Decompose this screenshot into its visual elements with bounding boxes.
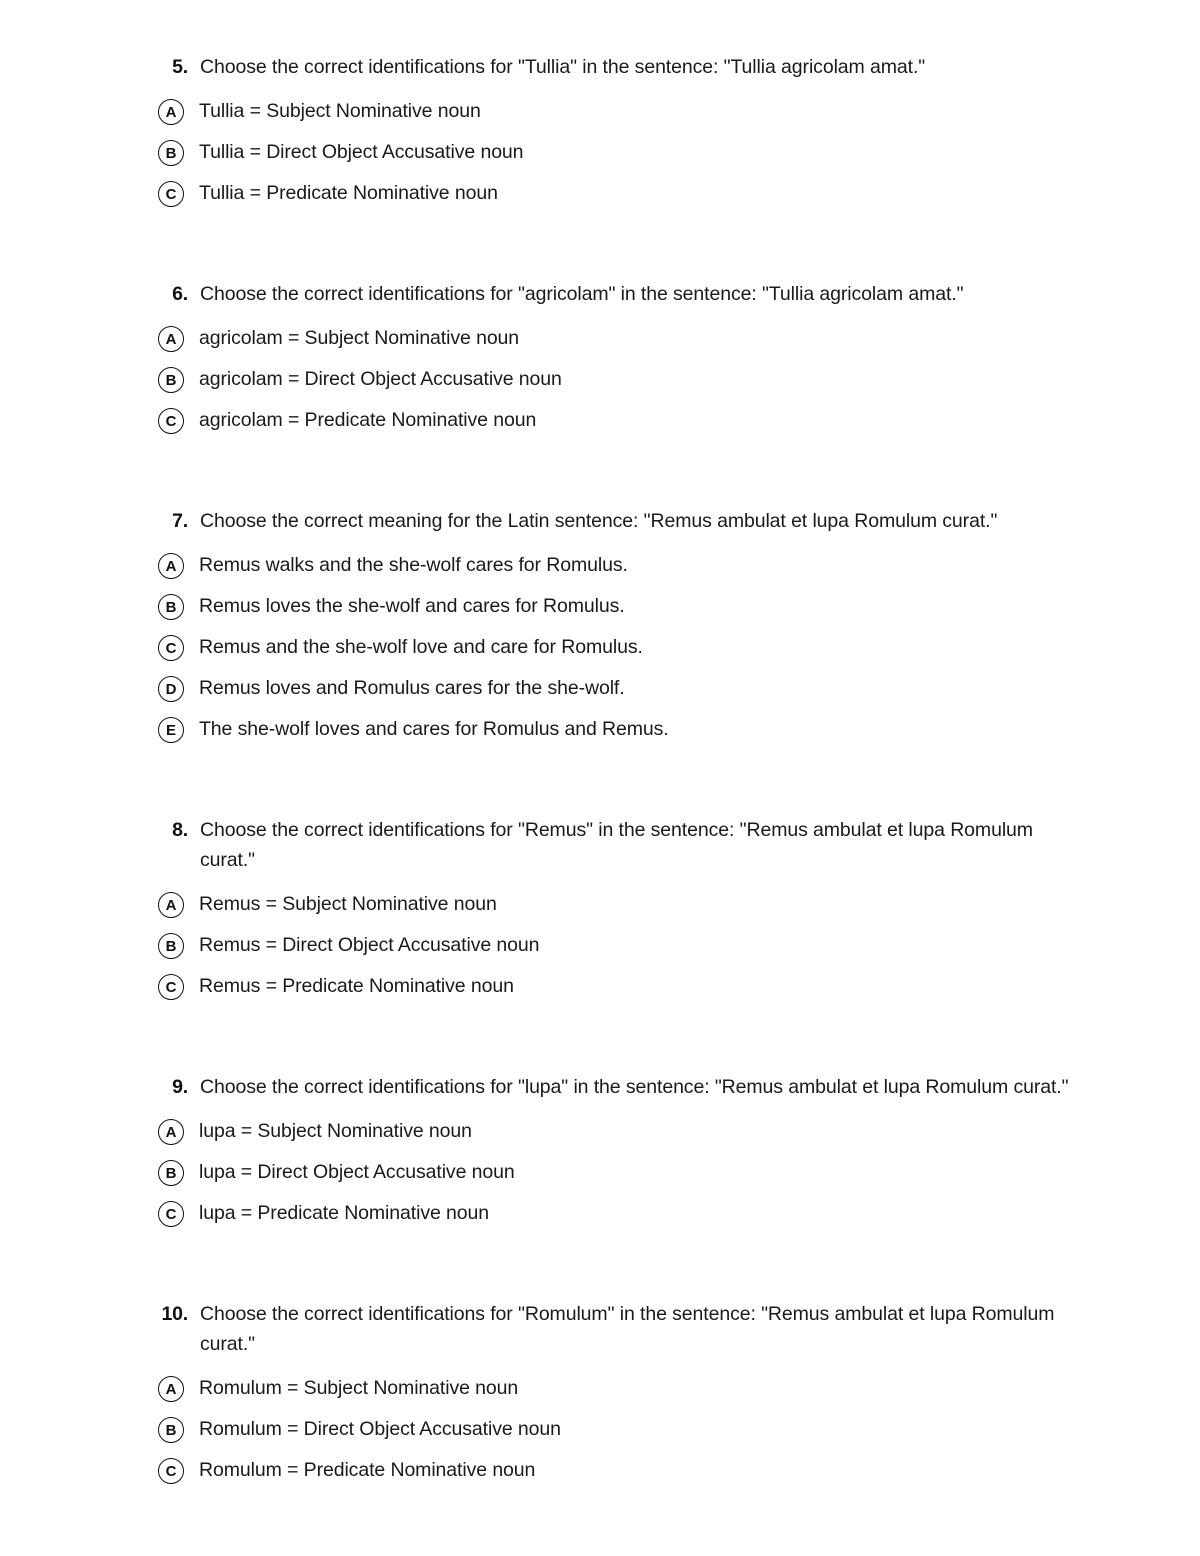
option-text: Tullia = Predicate Nominative noun: [199, 182, 498, 204]
option-text: Remus loves the she-wolf and cares for Romulus.: [199, 595, 625, 617]
option-bubble-a[interactable]: A: [158, 99, 184, 125]
option-text: Tullia = Subject Nominative noun: [199, 100, 481, 122]
option-bubble-b[interactable]: B: [158, 933, 184, 959]
question-number: 9.: [172, 1076, 188, 1098]
question-text: Choose the correct meaning for the Latin sentence: "Remus ambulat et lupa Romulum curat.": [200, 510, 998, 532]
option-bubble-a[interactable]: A: [158, 1119, 184, 1145]
option-bubble-a[interactable]: A: [158, 553, 184, 579]
option-text: Remus loves and Romulus cares for the she-wolf.: [199, 677, 625, 699]
option-text: lupa = Direct Object Accusative noun: [199, 1161, 515, 1183]
question-block: [158, 1299, 1075, 1496]
question-stem: [158, 279, 1075, 309]
option-bubble-e[interactable]: E: [158, 717, 184, 743]
option-row[interactable]: [158, 1157, 1075, 1198]
question-block: [158, 52, 1075, 219]
option-bubble-a[interactable]: A: [158, 326, 184, 352]
option-row[interactable]: [158, 364, 1075, 405]
option-row[interactable]: [158, 323, 1075, 364]
option-bubble-c[interactable]: C: [158, 974, 184, 1000]
option-row[interactable]: [158, 673, 1075, 714]
option-bubble-c[interactable]: C: [158, 181, 184, 207]
option-bubble-a[interactable]: A: [158, 1376, 184, 1402]
question-block: [158, 506, 1075, 755]
option-bubble-d[interactable]: D: [158, 676, 184, 702]
question-text: Choose the correct identifications for "agricolam" in the sentence: "Tullia agricolam amat.": [200, 283, 964, 305]
question-block: [158, 815, 1075, 1012]
option-row[interactable]: [158, 550, 1075, 591]
option-bubble-b[interactable]: B: [158, 594, 184, 620]
question-number: 7.: [172, 510, 188, 532]
option-text: agricolam = Predicate Nominative noun: [199, 409, 537, 431]
option-text: Remus = Direct Object Accusative noun: [199, 934, 540, 956]
question-stem: [158, 1299, 1075, 1359]
option-row[interactable]: [158, 1373, 1075, 1414]
option-bubble-c[interactable]: C: [158, 408, 184, 434]
option-row[interactable]: [158, 96, 1075, 137]
option-text: Remus walks and the she-wolf cares for Romulus.: [199, 554, 628, 576]
question-block: [158, 279, 1075, 446]
option-text: lupa = Predicate Nominative noun: [199, 1202, 490, 1224]
question-text: Choose the correct identifications for "lupa" in the sentence: "Remus ambulat et lupa Romulum curat.": [200, 1076, 1069, 1098]
question-number: 8.: [172, 819, 188, 841]
option-text: Remus = Predicate Nominative noun: [199, 975, 514, 997]
option-bubble-a[interactable]: A: [158, 892, 184, 918]
question-list: [158, 52, 1075, 1496]
option-bubble-b[interactable]: B: [158, 1417, 184, 1443]
option-row[interactable]: [158, 632, 1075, 673]
option-row[interactable]: [158, 137, 1075, 178]
question-text: Choose the correct identifications for "Romulum" in the sentence: "Remus ambulat et lupa Romulum curat.": [200, 1303, 1055, 1355]
question-text: Choose the correct identifications for "Remus" in the sentence: "Remus ambulat et lupa Romulum curat.": [200, 819, 1033, 871]
option-bubble-b[interactable]: B: [158, 140, 184, 166]
option-row[interactable]: [158, 714, 1075, 755]
option-list: [158, 550, 1075, 755]
question-stem: [158, 815, 1075, 875]
option-row[interactable]: [158, 1414, 1075, 1455]
option-text: lupa = Subject Nominative noun: [199, 1120, 472, 1142]
option-bubble-b[interactable]: B: [158, 1160, 184, 1186]
option-text: Romulum = Predicate Nominative noun: [199, 1459, 536, 1481]
option-row[interactable]: [158, 591, 1075, 632]
option-text: The she-wolf loves and cares for Romulus and Remus.: [199, 718, 669, 740]
question-number: 5.: [172, 56, 188, 78]
option-list: [158, 1373, 1075, 1496]
option-bubble-c[interactable]: C: [158, 1201, 184, 1227]
option-text: Remus = Subject Nominative noun: [199, 893, 497, 915]
option-text: Romulum = Direct Object Accusative noun: [199, 1418, 561, 1440]
option-text: Romulum = Subject Nominative noun: [199, 1377, 519, 1399]
option-row[interactable]: [158, 889, 1075, 930]
option-list: [158, 323, 1075, 446]
option-row[interactable]: [158, 178, 1075, 219]
option-row[interactable]: [158, 971, 1075, 1012]
question-number: 6.: [172, 283, 188, 305]
option-bubble-b[interactable]: B: [158, 367, 184, 393]
option-row[interactable]: [158, 1116, 1075, 1157]
option-text: agricolam = Subject Nominative noun: [199, 327, 520, 349]
option-text: Remus and the she-wolf love and care for Romulus.: [199, 636, 643, 658]
question-stem: [158, 1072, 1075, 1102]
option-bubble-c[interactable]: C: [158, 1458, 184, 1484]
question-stem: [158, 52, 1075, 82]
option-bubble-c[interactable]: C: [158, 635, 184, 661]
question-stem: [158, 506, 1075, 536]
option-list: [158, 96, 1075, 219]
question-number: 10.: [161, 1303, 188, 1325]
option-text: agricolam = Direct Object Accusative noun: [199, 368, 562, 390]
option-row[interactable]: [158, 405, 1075, 446]
question-text: Choose the correct identifications for "Tullia" in the sentence: "Tullia agricolam amat.": [200, 56, 926, 78]
option-row[interactable]: [158, 1198, 1075, 1239]
option-list: [158, 1116, 1075, 1239]
option-row[interactable]: [158, 1455, 1075, 1496]
option-row[interactable]: [158, 930, 1075, 971]
question-block: [158, 1072, 1075, 1239]
option-text: Tullia = Direct Object Accusative noun: [199, 141, 524, 163]
option-list: [158, 889, 1075, 1012]
